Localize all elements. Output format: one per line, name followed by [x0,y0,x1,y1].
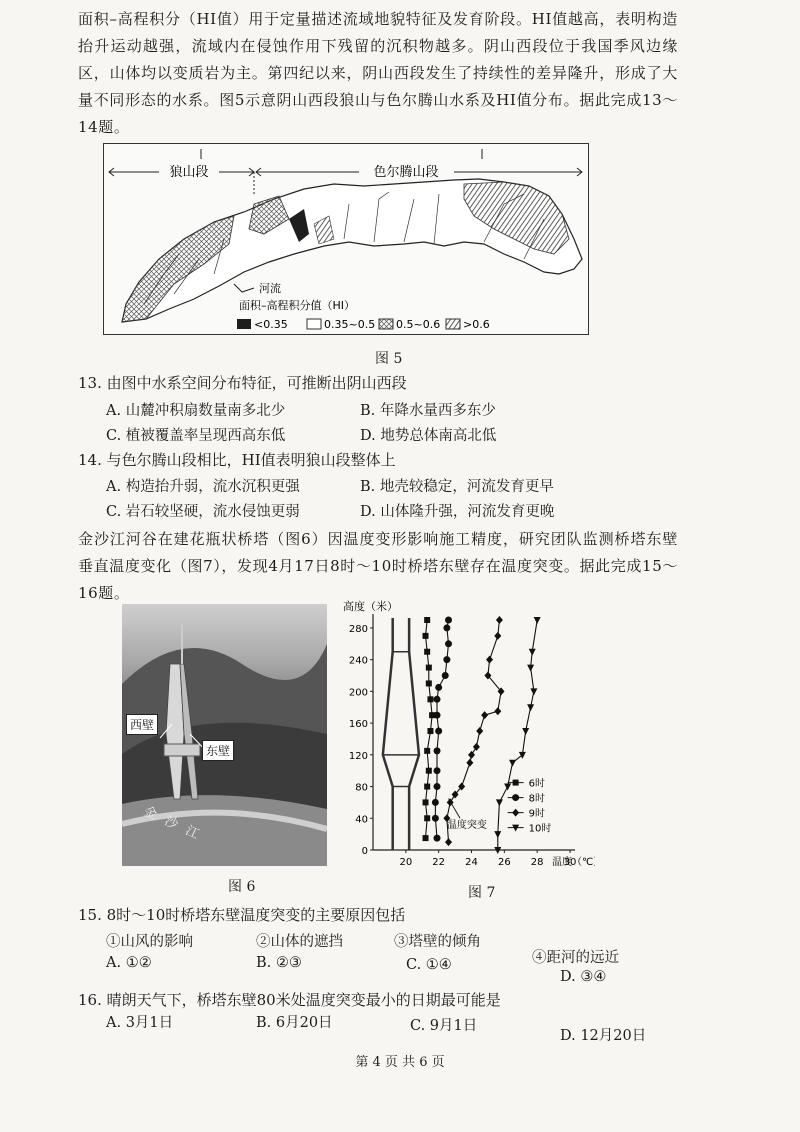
y-tick-label: 160 [348,719,368,731]
data-point-3 [496,799,503,806]
tower-crossbeams [383,652,419,787]
q15-option-c[interactable]: C. ①④ [406,957,452,973]
data-point-3 [530,688,537,695]
figure-6-photo [122,604,327,866]
page-footer: 第 4 页 共 6 页 [355,1055,445,1070]
bridge-tower-illustration [122,604,327,866]
data-point-3 [527,665,534,672]
langshan-label: 狼山段 [169,165,209,180]
legend-item-1: <0.35 [254,318,288,331]
bridge-tower-outline [383,618,419,850]
data-point-3 [509,760,516,767]
x-axis-label: 温度（℃ [552,857,594,868]
legend-item-4: >0.6 [463,318,490,331]
data-point-2 [496,616,503,624]
data-point-1 [434,783,441,790]
q14-option-c[interactable]: C. 岩石较坚硬，流水侵蚀更弱 [106,504,300,520]
intro2-paragraph: 金沙江河谷在建花瓶状桥塔（图6）因温度变形影响施工精度，研究团队监测桥塔东壁垂直温度变化（图7），发现4月17日8时～10时桥塔东壁存在温度突变。据此完成15～16题。 [78,530,678,602]
data-point-1 [432,815,439,822]
legend-swatch-2 [307,319,321,329]
data-point-3 [494,831,501,838]
data-point-2 [476,727,483,735]
data-point-2 [494,632,501,640]
series-line-2 [447,620,501,842]
data-point-1 [432,799,439,806]
data-point-0 [424,815,430,821]
y-tick-label: 120 [348,750,368,762]
data-point-3 [522,728,529,735]
x-tick-label: 24 [465,857,478,868]
legend-item-3: 0.5~0.6 [396,318,441,331]
data-point-3 [519,752,526,759]
data-point-3 [534,617,541,624]
q13-option-a[interactable]: A. 山麓冲积扇数量南多北少 [106,403,286,419]
figure-7-caption: 图 7 [468,885,496,901]
data-point-1 [443,624,450,631]
q13-option-d[interactable]: D. 地势总体南高北低 [360,428,497,444]
data-point-0 [424,649,430,655]
q14-stem: 14. 与色尔腾山段相比，HI值表明狼山段整体上 [78,451,396,469]
lon-109-label [465,144,498,145]
q15-option-d[interactable]: D. ③④ [560,969,607,985]
y-tick-label: 280 [348,623,368,635]
q14-option-a[interactable]: A. 构造抬升弱，流水沉积更强 [106,479,300,495]
data-point-1 [434,696,441,703]
q16-option-d[interactable]: D. 12月20日 [560,1028,647,1044]
q13-option-c[interactable]: C. 植被覆盖率呈现西高东低 [106,428,286,444]
data-point-2 [468,751,475,759]
west-wall-label: 西壁 [126,714,158,735]
y-axis-label: 高度（米） [343,600,398,613]
data-point-1 [434,712,441,719]
y-tick-label: 80 [355,782,368,794]
data-point-0 [424,748,430,754]
q15-item-2: ②山体的遮挡 [256,934,343,950]
q16-option-b[interactable]: B. 6月20日 [256,1015,333,1031]
figure-5-caption: 图 5 [375,351,403,367]
figure-6-caption: 图 6 [228,879,256,895]
y-tick-label: 0 [361,846,368,857]
x-tick-label: 30 [563,857,577,868]
data-point-1 [434,835,441,842]
legend-swatch-3 [379,319,393,329]
data-point-2 [473,743,480,751]
jinsha-river-label: 金沙江 [141,803,211,847]
q15-option-a[interactable]: A. ①② [106,955,152,971]
data-point-1 [434,767,441,774]
q15-stem: 15. 8时～10时桥塔东壁温度突变的主要原因包括 [78,906,406,924]
data-point-3 [527,704,534,711]
data-point-0 [423,835,429,841]
y-tick-label: 240 [348,655,368,667]
q13-stem: 13. 由图中水系空间分布特征，可推断出阴山西段 [78,374,407,392]
y-tick-label: 40 [355,814,368,826]
x-tick-label: 20 [399,857,413,868]
data-point-2 [494,707,501,715]
seertengshan-label: 色尔腾山段 [373,165,439,180]
x-tick-label: 22 [432,857,446,868]
river-legend-icon [234,284,254,292]
legend-marker-1 [512,794,519,801]
data-point-0 [424,617,430,623]
data-point-0 [426,768,432,774]
intro-paragraph: 面积–高程积分（HI值）用于定量描述流域地貌特征及发育阶段。HI值越高，表明构造抬升运动越强，流域内在侵蚀作用下残留的沉积物越多。阴山西段位于我国季风边缘区，山体均以变质岩为主。第四纪以来，阴山西段发生了持续性的差异隆升，形成了大量不同形态的水系。图5示意阴山西段狼山与色尔腾山水系及HI值分布。据此完成13～14题。 [78,10,678,136]
q15-option-b[interactable]: B. ②③ [256,955,302,971]
data-point-0 [426,665,432,671]
q16-option-a[interactable]: A. 3月1日 [106,1015,174,1031]
data-point-1 [435,728,442,735]
data-point-0 [424,784,430,790]
east-wall-label: 东壁 [202,740,234,761]
q16-option-c[interactable]: C. 9月1日 [410,1018,478,1034]
legend-label-1: 8时 [528,793,545,805]
q13-option-b[interactable]: B. 年降水量西多东少 [360,403,496,419]
legend-swatch-4 [446,319,460,329]
data-point-1 [443,656,450,663]
map-svg [104,144,588,334]
x-tick-label: 28 [530,857,544,868]
x-tick-label: 26 [497,857,511,868]
legend-label-3: 10时 [528,823,552,835]
data-point-2 [481,711,488,719]
q15-item-4: ④距河的远近 [532,950,619,966]
q14-option-d[interactable]: D. 山体隆升强，河流发育更晚 [360,504,555,520]
legend-river-label: 河流 [259,282,281,295]
figure-7-chart [335,598,595,878]
data-point-0 [427,696,433,702]
data-point-1 [445,617,452,624]
legend-label-0: 6时 [528,778,545,790]
data-point-1 [434,747,441,754]
data-point-0 [426,680,432,686]
legend-marker-2 [512,809,519,817]
legend-swatch-1 [237,319,251,329]
data-point-1 [442,672,449,679]
annotation-label: 温度突变 [446,819,487,831]
q15-item-1: ①山风的影响 [106,934,193,950]
data-point-2 [466,759,473,767]
temperature-profile-chart [335,598,595,878]
data-point-1 [445,640,452,647]
legend-item-2: 0.35~0.5 [324,318,376,331]
legend-title: 面积–高程积分值（HI） [239,299,356,312]
legend-marker-0 [513,780,519,786]
data-point-2 [445,838,452,846]
data-point-0 [427,728,433,734]
data-point-0 [423,633,429,639]
y-tick-label: 200 [348,687,368,699]
annotation-arrow [449,798,460,818]
data-point-0 [423,799,429,805]
q14-option-b[interactable]: B. 地壳较稳定，河流发育更早 [360,479,554,495]
lon-107-label [189,144,222,145]
q16-stem: 16. 晴朗天气下，桥塔东壁80米处温度突变最小的日期最可能是 [78,991,501,1009]
data-point-2 [486,656,493,664]
q15-item-3: ③塔壁的倾角 [394,934,481,950]
figure-5-map [103,143,589,335]
data-point-1 [435,684,442,691]
legend-label-2: 9时 [528,808,545,820]
data-point-3 [504,784,511,791]
data-point-3 [529,649,536,656]
